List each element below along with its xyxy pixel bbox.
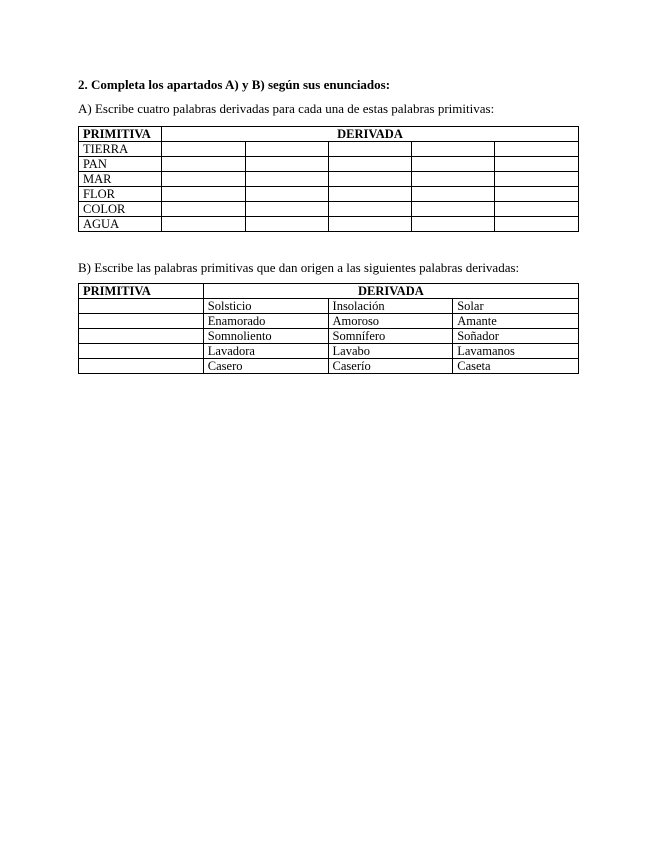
derived-blank[interactable] — [328, 157, 412, 172]
table-row — [79, 314, 579, 329]
derived-blank[interactable] — [412, 142, 495, 157]
derived-word: Solar — [453, 299, 579, 314]
derived-blank[interactable] — [161, 217, 245, 232]
derived-word: Lavabo — [328, 344, 453, 359]
derived-blank[interactable] — [495, 202, 579, 217]
derived-blank[interactable] — [495, 157, 579, 172]
table-row — [79, 329, 579, 344]
table-row — [79, 202, 579, 217]
table-row — [79, 187, 579, 202]
derived-blank[interactable] — [245, 172, 328, 187]
derived-word: Caserío — [328, 359, 453, 374]
section-a-instruction: A) Escribe cuatro palabras derivadas para cada una de estas palabras primitivas: — [78, 101, 495, 116]
exercise-title: 2. Completa los apartados A) y B) según sus enunciados: — [78, 77, 391, 92]
table-row — [79, 157, 579, 172]
derived-blank[interactable] — [495, 142, 579, 157]
section-b-instruction: B) Escribe las palabras primitivas que dan origen a las siguientes palabras derivadas: — [78, 260, 520, 275]
derived-blank[interactable] — [412, 217, 495, 232]
table-row — [79, 217, 579, 232]
table-header-row — [79, 284, 579, 299]
derived-words-table — [78, 283, 579, 374]
header-derivada: DERIVADA — [203, 284, 578, 299]
primitive-word: COLOR — [79, 202, 162, 217]
derived-word: Soñador — [453, 329, 579, 344]
derived-blank[interactable] — [412, 202, 495, 217]
derived-blank[interactable] — [245, 157, 328, 172]
derived-blank[interactable] — [161, 142, 245, 157]
derived-blank[interactable] — [412, 187, 495, 202]
derived-word: Caseta — [453, 359, 579, 374]
derived-blank[interactable] — [245, 217, 328, 232]
table-row — [79, 142, 579, 157]
derived-word: Somnoliento — [203, 329, 328, 344]
derived-blank[interactable] — [245, 142, 328, 157]
derived-blank[interactable] — [328, 172, 412, 187]
primitive-blank[interactable] — [79, 299, 204, 314]
derived-blank[interactable] — [245, 202, 328, 217]
derived-blank[interactable] — [161, 172, 245, 187]
derived-word: Lavamanos — [453, 344, 579, 359]
primitive-words-table — [78, 126, 579, 232]
table-header-row — [79, 127, 579, 142]
table-row — [79, 344, 579, 359]
derived-word: Enamorado — [203, 314, 328, 329]
derived-word: Solsticio — [203, 299, 328, 314]
derived-blank[interactable] — [495, 217, 579, 232]
primitive-blank[interactable] — [79, 359, 204, 374]
derived-blank[interactable] — [412, 172, 495, 187]
primitive-word: MAR — [79, 172, 162, 187]
derived-blank[interactable] — [412, 157, 495, 172]
derived-word: Amoroso — [328, 314, 453, 329]
header-primitiva: PRIMITIVA — [79, 284, 204, 299]
derived-word: Amante — [453, 314, 579, 329]
header-primitiva: PRIMITIVA — [79, 127, 162, 142]
primitive-word: TIERRA — [79, 142, 162, 157]
derived-word: Somnífero — [328, 329, 453, 344]
table-row — [79, 172, 579, 187]
primitive-blank[interactable] — [79, 329, 204, 344]
primitive-blank[interactable] — [79, 314, 204, 329]
primitive-word: AGUA — [79, 217, 162, 232]
derived-blank[interactable] — [161, 187, 245, 202]
derived-word: Insolación — [328, 299, 453, 314]
derived-blank[interactable] — [328, 187, 412, 202]
derived-word: Lavadora — [203, 344, 328, 359]
derived-word: Casero — [203, 359, 328, 374]
table-row — [79, 299, 579, 314]
table-row — [79, 359, 579, 374]
derived-blank[interactable] — [328, 202, 412, 217]
primitive-word: FLOR — [79, 187, 162, 202]
derived-blank[interactable] — [328, 142, 412, 157]
derived-blank[interactable] — [161, 157, 245, 172]
primitive-blank[interactable] — [79, 344, 204, 359]
derived-blank[interactable] — [495, 187, 579, 202]
derived-blank[interactable] — [328, 217, 412, 232]
derived-blank[interactable] — [161, 202, 245, 217]
derived-blank[interactable] — [495, 172, 579, 187]
primitive-word: PAN — [79, 157, 162, 172]
derived-blank[interactable] — [245, 187, 328, 202]
header-derivada: DERIVADA — [161, 127, 578, 142]
